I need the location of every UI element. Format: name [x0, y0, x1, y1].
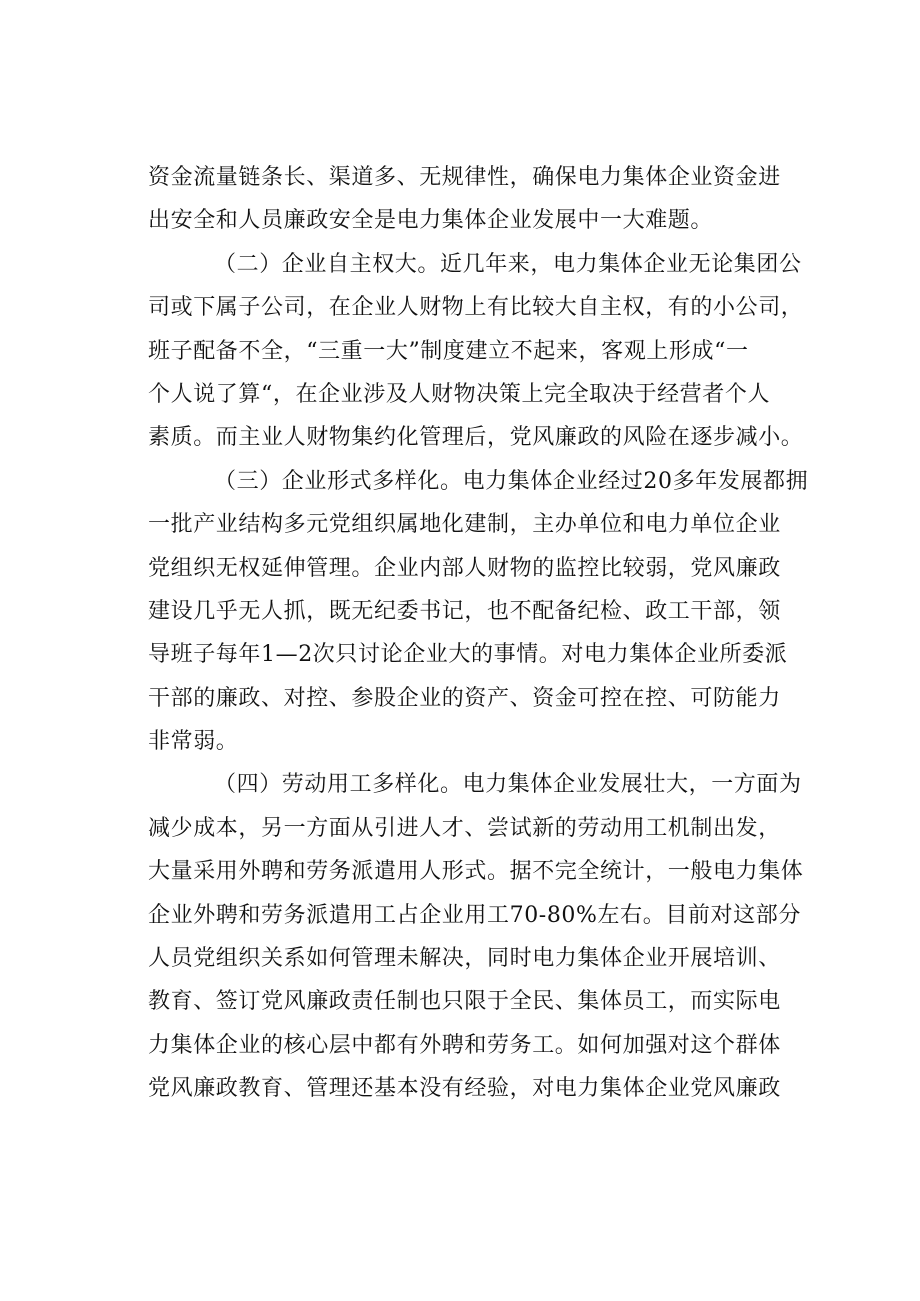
- text-line: 党风廉政教育、管理还基本没有经验，对电力集体企业党风廉政: [148, 1076, 781, 1102]
- text-line: 出安全和人员廉政安全是电力集体企业发展中一大难题。: [148, 208, 714, 234]
- paragraph-start-line: （四）劳动用工多样化。电力集体企业发展壮大，一方面为: [214, 772, 802, 798]
- paragraph-start-line: （三）企业形式多样化。电力集体企业经过20多年发展都拥: [214, 468, 809, 494]
- text-line: 素质。而主业人财物集约化管理后，党风廉政的风险在逐步减小。: [148, 425, 804, 451]
- text-line: 减少成本，另一方面从引进人才、尝试新的劳动用工机制出发，: [148, 815, 781, 841]
- text-line: 党组织无权延伸管理。企业内部人财物的监控比较弱，党风廉政: [148, 555, 781, 581]
- text-line: 力集体企业的核心层中都有外聘和劳务工。如何加强对这个群体: [148, 1032, 781, 1058]
- body-text: [148, 156, 808, 1111]
- text-line: 司或下属子公司，在企业人财物上有比较大自主权，有的小公司，: [148, 295, 804, 321]
- text-line: 建设几乎无人抓，既无纪委书记，也不配备纪检、政工干部，领: [148, 598, 781, 624]
- text-line: 非常弱。: [148, 729, 239, 755]
- text-line: 人员党组织关系如何管理未解决，同时电力集体企业开展培训、: [148, 946, 781, 972]
- text-line: 企业外聘和劳务派遣用工占企业用工70-80%左右。目前对这部分: [148, 902, 801, 928]
- text-line: 干部的廉政、对控、参股企业的资产、资金可控在控、可防能力: [148, 685, 781, 711]
- text-line: 大量采用外聘和劳务派遣用人形式。据不完全统计，一般电力集体: [148, 859, 804, 885]
- text-line: 导班子每年1—2次只讨论企业大的事情。对电力集体企业所委派: [148, 642, 788, 668]
- paragraph-start-line: （二）企业自主权大。近几年来，电力集体企业无论集团公: [214, 251, 802, 277]
- text-line: 教育、签订党风廉政责任制也只限于全民、集体员工，而实际电: [148, 989, 781, 1015]
- text-line: 个人说了算“，在企业涉及人财物决策上完全取决于经营者个人: [148, 381, 771, 407]
- text-line: 资金流量链条长、渠道多、无规律性，确保电力集体企业资金进: [148, 165, 781, 190]
- text-line: 班子配备不全，“三重一大”制度建立不起来，客观上形成“一: [148, 338, 749, 364]
- text-line: 一批产业结构多元党组织属地化建制，主办单位和电力单位企业: [148, 512, 781, 538]
